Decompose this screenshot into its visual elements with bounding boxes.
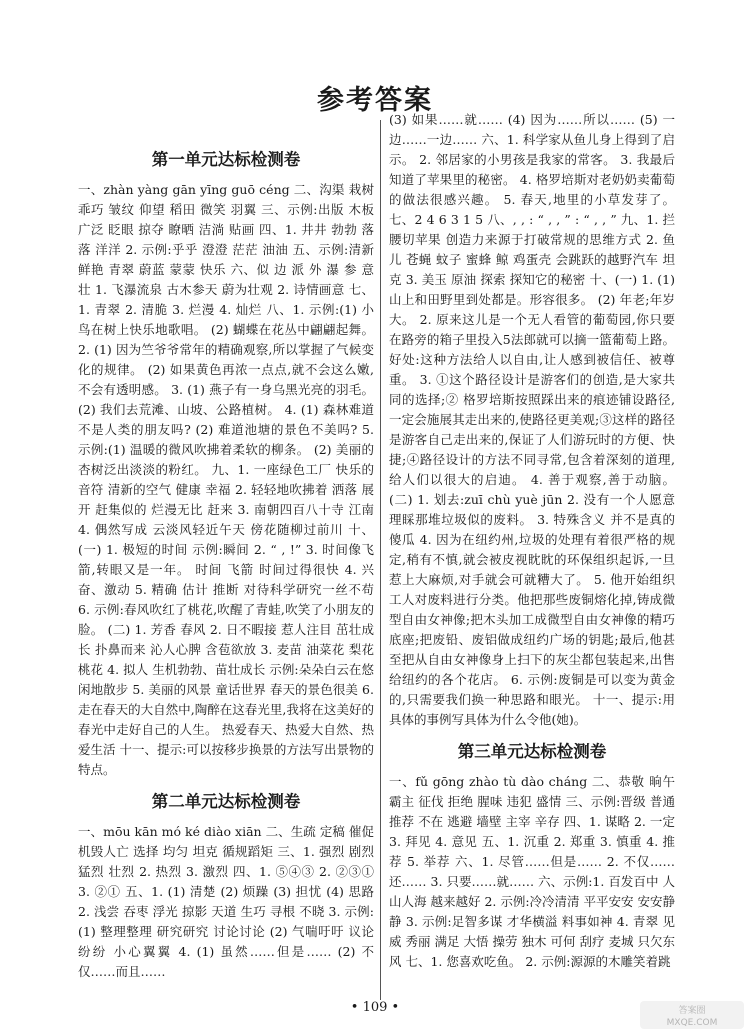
unit2-heading: 第二单元达标检测卷 xyxy=(151,792,301,811)
right-column xyxy=(389,110,675,972)
unit3-answers: 一、fǔ gōng zhào tù dào cháng 二、恭敬 晌午 霸主 征伐 拒绝 腥味 违犯 盛情 三、示例:晋级 普通 推荐 不在 逃避 墙壁 主宰 辛存 四、1. 谋略 2. 一定 3. 拜见 4. 意见 五、1. 沉重 2. 郑重 3. 慎重 4. 推荐 5. 举荐 六、1. 尽管……但是…… 2. 不仅……还…… 3. 只要……就…… 六、示例:1. 百发百中 人山人海 越来越好 2. 示例:冷冷清清 平平安安 安安静静 3. 示例:足智多谋 才华横溢 料事如神 4. 青翠 见威 秀丽 满足 大悟 操劳 独木 可何 刮疗 麦城 只欠东风 七、1. 您喜欢吃鱼。 2. 示例:源源的木雕笑着跳 xyxy=(389,774,676,969)
page-number: • 109 • xyxy=(350,1000,400,1015)
page-title: 参考答案 xyxy=(317,85,433,116)
unit2-answers-continued: (3) 如果……就…… (4) 因为……所以…… (5) 一边……一边…… 六、1. 科学家从鱼儿身上得到了启示。 2. 邻居家的小男孩是我家的常客。 3. 我最后知道了苹果里的秘密。 4. 格罗培斯对老奶奶卖葡萄的做法很感兴趣。 5. 春天,地里的小草发芽了。 七、2 4 6 3 1 5 八、, , : “ , , ” : “ , , ” 九、1. 拦腰切苹果 创造力来源于打破常规的思维方式 2. 鱼儿 苍蝇 蚊子 蜜蜂 鲸 鸡蛋壳 会跳跃的越野汽车 坦克 3. 美玉 原油 探索 探知它的秘密 十、(一) 1. (1) 山上和田野里到处都是。形容很多。 (2) 年老;年岁大。 2. 原来这儿是一个无人看管的葡萄园,你只要在路旁的箱子里投入5法郎就可以摘一篮葡萄上路。 好处:这种方法给人以自由,让人感到被信任、被尊重。 3. ①这个路径设计是游客们的创造,是大家共同的选择;② 格罗培斯按照踩出来的痕迹铺设路径,一定会施展其走出来的,使路径更美观;③这样的路径是游客自己走出来的,保证了人们游玩时的方便、快捷;④路径设计的方法不同寻常,包含着深刻的道理,给人们以很大的启迪。 4. 善于观察,善于动脑。 (二) 1. 划去:zuī chù yuè jūn 2. 没有一个人愿意理睬那堆垃圾似的废料。 3. 特殊含义 并不是真的傻瓜 4. 因为在纽约州,垃圾的处理有着很严格的规定,稍有不慎,就会被皮视眈眈的环保组织起诉,一旦惹上大麻烦,对手就会可就糟大了。 5. 他开始组织工人对废料进行分类。他把那些废铜熔化掉,铸成微型自由女神像;把木头加工成微型自由女神像的精巧底座;把废铅、废铝做成纽约广场的钥匙;最后,他甚至把从自由女神像身上扫下的灰尘都包装起来,出售给纽约的各个花店。 6. 示例:废铜是可以变为黄金的,只需要我们换一种思路和眼光。 十一、提示:用具体的事例写具体为什么令他(她)。 xyxy=(389,112,675,727)
unit2-answers: 一、mōu kān mó ké diào xiān 二、生疏 定稿 催促 机毁人亡 选择 均匀 坦克 循规蹈矩 三、1. 强烈 剧烈 猛烈 壮烈 2. 热烈 3. 激烈 四、1. ⑤④③ 2. ②③① 3. ②① 五、1. (1) 清楚 (2) 烦躁 (3) 担忧 (4) 思路 2. 浅尝 吞枣 浮光 掠影 天道 生巧 寻根 不晓 3. 示例:(1) 整理整理 研究研究 讨论讨论 (2) 气喘吁吁 议论纷纷 小心翼翼 4. (1) 虽然……但是…… (2) 不仅……而且…… xyxy=(78,824,374,979)
svg-text:答案圈: 答案圈 xyxy=(678,1006,706,1016)
watermark-logo xyxy=(640,1001,744,1029)
column-divider xyxy=(380,120,381,1000)
left-column xyxy=(78,142,374,982)
svg-text:MXQE.COM: MXQE.COM xyxy=(666,1018,718,1028)
unit3-heading: 第三单元达标检测卷 xyxy=(457,742,607,761)
unit1-heading: 第一单元达标检测卷 xyxy=(151,150,301,169)
unit1-answers: 一、zhàn yàng gān yīng guō céng 二、沟渠 栽树 乖巧 皱纹 仰望 稻田 微笑 羽翼 三、示例:出版 木板 广泛 眨眼 掠夺 瞭晒 洁淌 贴画 四、1. 井井 勃勃 落落 洋洋 2. 示例:乎乎 澄澄 茫茫 油油 五、示例:清新 鲜艳 青翠 蔚蓝 蒙蒙 快乐 六、似 边 派 外 瀑 参 意 壮 1. 飞瀑流泉 古木参天 蔚为壮观 2. 诗情画意 七、1. 青翠 2. 清脆 3. 烂漫 4. 灿烂 八、1. 示例:(1) 小鸟在树上快乐地歌唱。 (2) 蝴蝶在花丛中翩翩起舞。 2. (1) 因为竺爷爷常年的精确观察,所以掌握了气候变化的规律。 (2) 如果黄色再浓一点点,就不会这么嫩,不会有透明感。 3. (1) 燕子有一身乌黑光亮的羽毛。 (2) 我们去荒滩、山坡、公路植树。 4. (1) 森林难道不是人类的朋友吗? (2) 难道池塘的景色不美吗? 5. 示例:(1) 温暖的微风吹拂着柔软的柳条。 (2) 美丽的杏树泛出淡淡的粉红。 九、1. 一座绿色工厂 快乐的音符 清新的空气 健康 幸福 2. 轻轻地吹拂着 洒落 展开 赶集似的 烂漫无比 赶来 3. 南朝四百八十寺 江南 4. 偶然写成 云淡风轻近午天 傍花随柳过前川 十、(一) 1. 极短的时间 示例:瞬间 2. “ , !” 3. 时间像飞箭,转眼又是一年。 时间 飞箭 时间过得很快 4. 兴奋、激动 5. 精确 估计 推断 对待科学研究一丝不苟 6. 示例:春风吹红了桃花,吹醒了青蛙,吹笑了小朋友的脸。 (二) 1. 芳香 春风 2. 日不暇接 惹人注目 茁壮成长 扑鼻而来 沁人心脾 含苞欲放 3. 麦苗 油菜花 梨花 桃花 4. 拟人 生机勃勃、苗壮成长 示例:朵朵白云在悠闲地散步 5. 美丽的风景 童话世界 春天的景色很美 6. 走在春天的大自然中,陶醉在这春光里,我将在这美好的春光中走好自己的人生。 热爱春天、热爱大自然、热爱生活 十一、提示:可以按移步换景的方法写出景物的特点。 xyxy=(78,182,374,777)
